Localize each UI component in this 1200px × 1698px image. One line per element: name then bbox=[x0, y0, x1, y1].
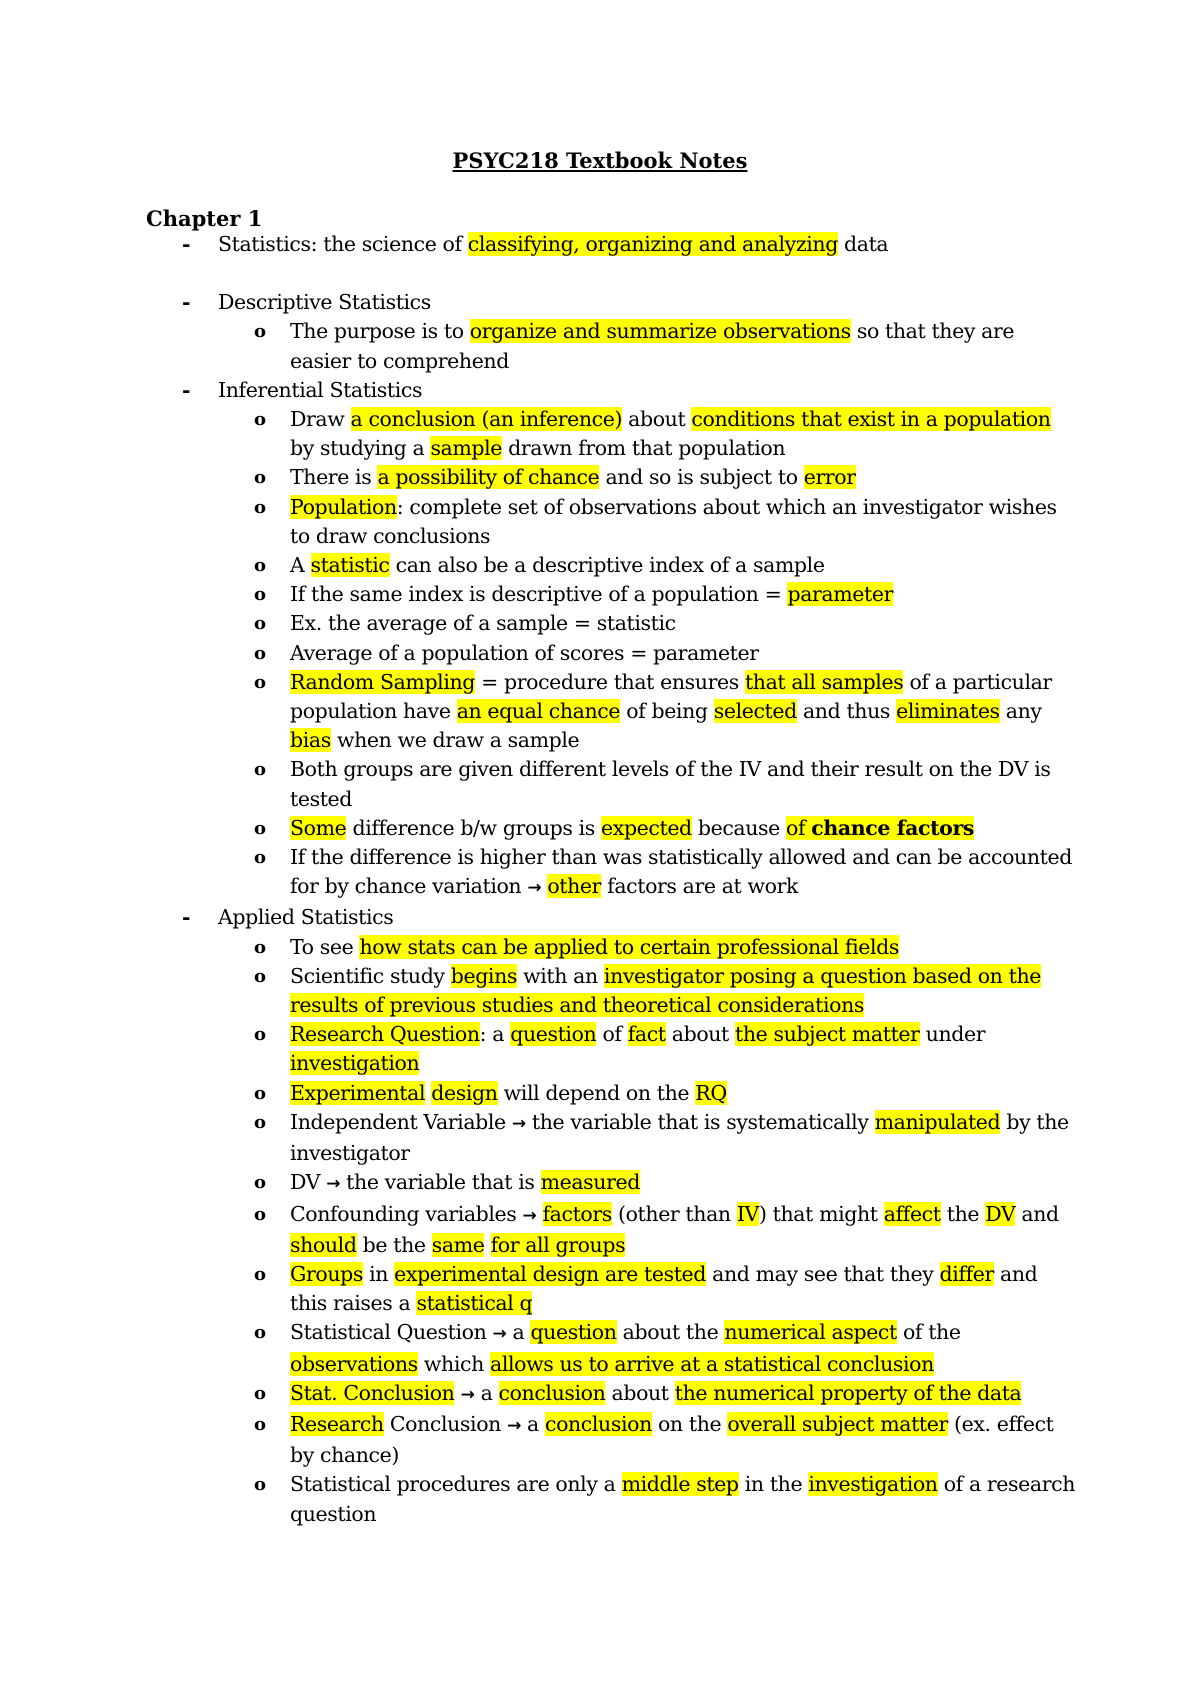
circle-bullet-icon: o bbox=[254, 1382, 266, 1404]
list-item-level1 bbox=[146, 903, 1076, 932]
text-segment: Inferential Statistics bbox=[218, 377, 423, 402]
highlighted-text: allows us to arrive at a statistical conclusion bbox=[490, 1351, 934, 1376]
highlighted-text: a conclusion (an inference) bbox=[350, 407, 623, 432]
text-segment: in the bbox=[738, 1472, 809, 1497]
text-segment: because bbox=[691, 815, 787, 840]
highlighted-text: bias bbox=[290, 728, 331, 753]
dash-bullet-icon: - bbox=[182, 905, 191, 930]
text-segment: a bbox=[474, 1380, 499, 1405]
highlighted-text: conclusion bbox=[544, 1411, 652, 1436]
highlighted-text: differ bbox=[939, 1261, 994, 1286]
highlighted-text: statistical q bbox=[416, 1291, 533, 1316]
highlighted-text: same bbox=[431, 1232, 485, 1257]
highlighted-text: expected bbox=[601, 815, 692, 840]
highlighted-text: organize and summarize observations bbox=[469, 319, 851, 344]
text-segment: about bbox=[665, 1022, 736, 1047]
text-segment: a bbox=[520, 1411, 545, 1436]
list-item-level1 bbox=[146, 230, 1076, 259]
circle-bullet-icon: o bbox=[254, 496, 266, 518]
circle-bullet-icon: o bbox=[254, 817, 266, 839]
text-segment: Average of a population of scores = parameter bbox=[290, 640, 759, 665]
highlighted-text: fact bbox=[627, 1022, 666, 1047]
highlighted-text: statistic bbox=[310, 553, 390, 578]
list-item-level2 bbox=[146, 609, 1076, 638]
list-item-level1 bbox=[146, 288, 1076, 317]
highlighted-text: conditions that exist in a population bbox=[691, 407, 1051, 432]
text-segment: so that they are easier to comprehend bbox=[290, 319, 1015, 373]
text-segment: drawn from that population bbox=[502, 436, 786, 461]
dash-bullet-icon: - bbox=[182, 377, 191, 402]
circle-bullet-icon: o bbox=[254, 1172, 266, 1194]
highlighted-text: manipulated bbox=[874, 1109, 1001, 1134]
blank-line bbox=[146, 259, 1076, 288]
text-segment: by studying a bbox=[290, 436, 431, 461]
text-segment: Confounding variables bbox=[290, 1201, 523, 1226]
text-segment: when we draw a sample bbox=[330, 728, 580, 753]
highlighted-text: how stats can be applied to certain professional fields bbox=[359, 934, 900, 959]
highlighted-text: of bbox=[786, 815, 812, 840]
text-segment: Conclusion bbox=[383, 1411, 508, 1436]
highlighted-text: classifying, organizing and analyzing bbox=[467, 232, 838, 256]
highlighted-text: Stat. Conclusion bbox=[290, 1380, 455, 1405]
text-segment: A bbox=[290, 553, 311, 578]
highlighted-text: should bbox=[290, 1232, 357, 1257]
highlighted-text: the numerical property of the data bbox=[674, 1380, 1022, 1405]
text-segment: of the bbox=[896, 1320, 961, 1345]
text-segment: (other than bbox=[611, 1201, 737, 1226]
text-segment: : complete set of observations about which an investigator wishes to draw conclusions bbox=[290, 494, 1057, 548]
circle-bullet-icon: o bbox=[254, 467, 266, 489]
text-segment: and may see that they bbox=[706, 1261, 940, 1286]
highlighted-text: error bbox=[803, 465, 856, 490]
highlighted-text: an equal chance bbox=[456, 699, 621, 724]
circle-bullet-icon: o bbox=[254, 1203, 266, 1225]
text-segment: and thus bbox=[796, 699, 897, 724]
right-arrow-icon: → bbox=[527, 878, 542, 899]
highlighted-text: numerical aspect bbox=[724, 1320, 897, 1345]
list-item-level2 bbox=[146, 1200, 1076, 1260]
circle-bullet-icon: o bbox=[254, 936, 266, 958]
list-item-level2 bbox=[146, 1260, 1076, 1318]
circle-bullet-icon: o bbox=[254, 584, 266, 606]
text-segment: will depend on the bbox=[497, 1080, 696, 1105]
list-item-level2 bbox=[146, 1020, 1076, 1078]
text-segment: the variable that is systematically bbox=[525, 1109, 875, 1134]
text-segment: which bbox=[417, 1351, 491, 1376]
highlighted-text: measured bbox=[540, 1170, 640, 1195]
text-segment: any bbox=[999, 699, 1042, 724]
circle-bullet-icon: o bbox=[254, 759, 266, 781]
text-segment: about bbox=[622, 407, 692, 432]
highlighted-text: that all samples bbox=[744, 669, 904, 694]
circle-bullet-icon: o bbox=[254, 1474, 266, 1496]
list-item-level2 bbox=[146, 639, 1076, 668]
text-segment: the bbox=[940, 1201, 986, 1226]
highlighted-text: Some bbox=[290, 815, 347, 840]
list-item-level2 bbox=[146, 843, 1076, 903]
highlighted-text: eliminates bbox=[896, 699, 1000, 724]
right-arrow-icon: → bbox=[492, 1324, 507, 1345]
text-segment: If the difference is higher than was statistically allowed and can be accounted for by chance variation bbox=[290, 845, 1072, 899]
highlighted-text: selected bbox=[713, 699, 797, 724]
text-segment: : a bbox=[479, 1022, 511, 1047]
text-segment: by the investigator bbox=[290, 1109, 1069, 1166]
text-segment: The purpose is to bbox=[290, 319, 470, 344]
list-item-level2 bbox=[146, 1470, 1076, 1528]
highlighted-text: Groups bbox=[290, 1261, 363, 1286]
text-segment: Statistical Question bbox=[290, 1320, 493, 1345]
highlighted-text: Research Question bbox=[290, 1022, 480, 1047]
right-arrow-icon: → bbox=[326, 1174, 341, 1195]
circle-bullet-icon: o bbox=[254, 965, 266, 987]
list-item-level2 bbox=[146, 1079, 1076, 1108]
highlighted-text: investigation bbox=[290, 1051, 420, 1076]
text-segment: If the same index is descriptive of a population = bbox=[290, 582, 788, 607]
circle-bullet-icon: o bbox=[254, 1263, 266, 1285]
text-segment: Statistical procedures are only a bbox=[290, 1472, 622, 1497]
highlighted-text: observations bbox=[290, 1351, 418, 1376]
highlighted-text: a possibility of chance bbox=[377, 465, 600, 490]
list-item-level2 bbox=[146, 1379, 1076, 1410]
highlighted-text: RQ bbox=[695, 1080, 727, 1105]
dash-bullet-icon: - bbox=[182, 290, 191, 315]
list-item-level2 bbox=[146, 814, 1076, 843]
text-segment: ) that might bbox=[758, 1201, 884, 1226]
list-item-level1 bbox=[146, 376, 1076, 405]
document-title: PSYC218 Textbook Notes bbox=[452, 148, 748, 173]
list-item-level2 bbox=[146, 668, 1076, 756]
text-segment: Statistics: the science of bbox=[218, 232, 468, 256]
text-segment: of bbox=[596, 1022, 628, 1047]
text-segment: with an bbox=[517, 963, 604, 988]
list-item-level2 bbox=[146, 580, 1076, 609]
text-segment: can also be a descriptive index of a sample bbox=[389, 553, 825, 578]
list-item-level2 bbox=[146, 933, 1076, 962]
list-item-level2 bbox=[146, 317, 1076, 375]
text-segment: and this raises a bbox=[290, 1261, 1038, 1316]
circle-bullet-icon: o bbox=[254, 409, 266, 431]
list-item-level2 bbox=[146, 1410, 1076, 1470]
highlighted-text: conclusion bbox=[498, 1380, 606, 1405]
highlighted-text: parameter bbox=[787, 582, 893, 607]
highlighted-text: other bbox=[547, 874, 602, 899]
text-segment: Scientific study bbox=[290, 963, 451, 988]
list-item-level2 bbox=[146, 493, 1076, 551]
text-segment: Draw bbox=[290, 407, 351, 432]
text-segment: on the bbox=[651, 1411, 728, 1436]
right-arrow-icon: → bbox=[511, 1113, 526, 1134]
highlighted-text: Random Sampling bbox=[290, 669, 476, 694]
highlighted-text: sample bbox=[430, 436, 503, 461]
text-segment: factors are at work bbox=[601, 874, 799, 899]
text-segment: the variable that is bbox=[340, 1170, 541, 1195]
text-segment: and so is subject to bbox=[599, 465, 804, 490]
text-segment: Both groups are given different levels of the IV and their result on the DV is tested bbox=[290, 757, 1051, 811]
text-segment: of a research question bbox=[290, 1472, 1075, 1526]
highlighted-text: factors bbox=[542, 1201, 612, 1226]
text-segment: in bbox=[362, 1261, 395, 1286]
highlighted-text: question bbox=[530, 1320, 617, 1345]
list-item-level2 bbox=[146, 962, 1076, 1020]
text-segment: Applied Statistics bbox=[218, 905, 394, 930]
list-item-level2 bbox=[146, 463, 1076, 492]
right-arrow-icon: → bbox=[507, 1415, 521, 1436]
text-segment: and bbox=[1015, 1201, 1059, 1226]
circle-bullet-icon: o bbox=[254, 847, 266, 869]
text-segment: To see bbox=[290, 934, 360, 959]
right-arrow-icon: → bbox=[522, 1205, 537, 1226]
text-segment: of being bbox=[620, 699, 714, 724]
list-item-level2 bbox=[146, 1318, 1076, 1378]
highlighted-text: affect bbox=[883, 1201, 941, 1226]
highlighted-text: Research bbox=[290, 1411, 384, 1436]
circle-bullet-icon: o bbox=[254, 671, 266, 693]
dash-bullet-icon: - bbox=[182, 232, 191, 256]
text-segment: data bbox=[837, 232, 889, 256]
text-segment: a bbox=[506, 1320, 531, 1345]
notes-list bbox=[146, 230, 1076, 1529]
list-item-level2 bbox=[146, 1108, 1076, 1168]
highlighted-text: middle step bbox=[621, 1472, 739, 1497]
text-segment bbox=[536, 1202, 542, 1226]
highlighted-text: investigator posing a question based on the results of previous studies and theoretical considerations bbox=[290, 963, 1041, 1018]
text-segment: Independent Variable bbox=[290, 1109, 512, 1134]
highlighted-text: the subject matter bbox=[735, 1022, 920, 1047]
text-segment bbox=[484, 1233, 490, 1257]
highlighted-text: IV bbox=[736, 1201, 759, 1226]
list-item-level2 bbox=[146, 551, 1076, 580]
text-segment: under bbox=[919, 1022, 986, 1047]
text-segment: = procedure that ensures bbox=[475, 669, 745, 694]
text-segment: be the bbox=[356, 1232, 432, 1257]
text-segment: There is bbox=[290, 465, 378, 490]
list-item-level2 bbox=[146, 405, 1076, 463]
circle-bullet-icon: o bbox=[254, 1322, 266, 1344]
chapter-heading: Chapter 1 bbox=[146, 206, 263, 231]
highlighted-text: question bbox=[510, 1022, 597, 1047]
highlighted-text: overall subject matter bbox=[727, 1411, 948, 1436]
highlighted-text: design bbox=[431, 1080, 498, 1105]
highlighted-text: Population bbox=[290, 494, 397, 519]
text-segment: about the bbox=[616, 1320, 725, 1345]
circle-bullet-icon: o bbox=[254, 555, 266, 577]
highlighted-bold-text: chance factors bbox=[811, 815, 974, 840]
highlighted-text: experimental design are tested bbox=[394, 1261, 707, 1286]
list-item-level2 bbox=[146, 1168, 1076, 1199]
circle-bullet-icon: o bbox=[254, 1024, 266, 1046]
circle-bullet-icon: o bbox=[254, 1413, 266, 1435]
circle-bullet-icon: o bbox=[254, 613, 266, 635]
text-segment: (ex. effect by chance) bbox=[290, 1411, 1054, 1468]
highlighted-text: for all groups bbox=[490, 1232, 626, 1257]
circle-bullet-icon: o bbox=[254, 1082, 266, 1104]
list-item-level2 bbox=[146, 755, 1076, 813]
text-segment: DV bbox=[290, 1170, 327, 1195]
circle-bullet-icon: o bbox=[254, 1111, 266, 1133]
text-segment: Ex. the average of a sample = statistic bbox=[290, 611, 676, 636]
text-segment: difference b/w groups is bbox=[346, 815, 602, 840]
highlighted-text: Experimental bbox=[290, 1080, 426, 1105]
text-segment: about bbox=[605, 1380, 675, 1405]
highlighted-text: begins bbox=[450, 963, 517, 988]
text-segment: Descriptive Statistics bbox=[218, 290, 431, 315]
right-arrow-icon: → bbox=[460, 1384, 475, 1405]
highlighted-text: investigation bbox=[808, 1472, 938, 1497]
circle-bullet-icon: o bbox=[254, 321, 266, 343]
circle-bullet-icon: o bbox=[254, 642, 266, 664]
highlighted-text: DV bbox=[985, 1201, 1016, 1226]
text-segment: of a particular population have bbox=[290, 669, 1052, 724]
